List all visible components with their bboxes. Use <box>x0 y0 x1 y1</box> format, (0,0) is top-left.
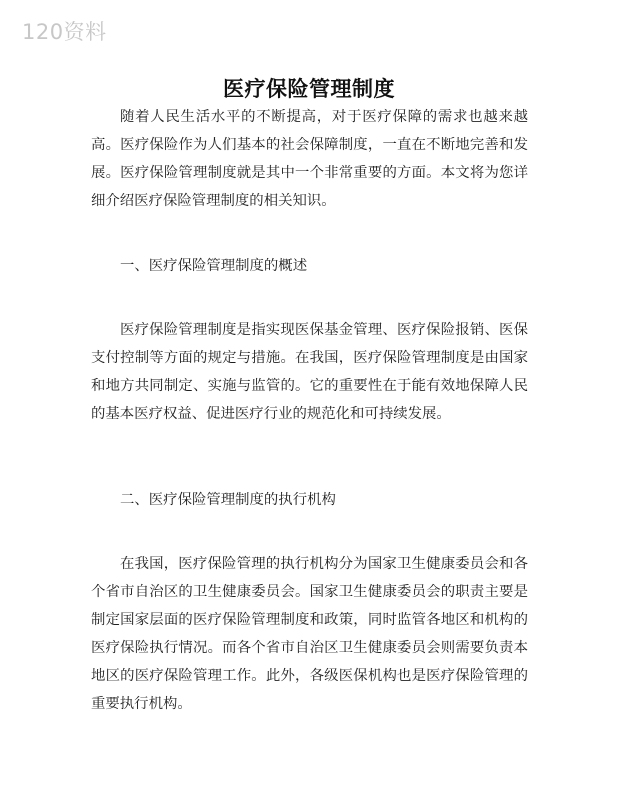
document-title: 医疗保险管理制度 <box>223 76 395 101</box>
section-heading-overview: 一、医疗保险管理制度的概述 <box>120 258 308 274</box>
watermark-logo: 120资料 <box>22 20 107 44</box>
section-body-executive-agencies: 在我国，医疗保险管理的执行机构分为国家卫生健康委员会和各个省市自治区的卫生健康委员会。国家卫生健康委员会的职责主要是制定国家层面的医疗保险管理制度和政策，同时监管各地区和机构的医疗保险执行情况。而各个省市自治区卫生健康委员会则需要负责本地区的医疗保险管理工作。此外，各级医保机构也是医疗保险管理的重要执行机构。 <box>91 556 528 712</box>
intro-paragraph: 随着人民生活水平的不断提高，对于医疗保障的需求也越来越高。医疗保险作为人们基本的社会保障制度，一直在不断地完善和发展。医疗保险管理制度就是其中一个非常重要的方面。本文将为您详细介绍医疗保险管理制度的相关知识。 <box>91 109 528 209</box>
section-body-overview: 医疗保险管理制度是指实现医保基金管理、医疗保险报销、医保支付控制等方面的规定与措施。在我国，医疗保险管理制度是由国家和地方共同制定、实施与监管的。它的重要性在于能有效地保障人民的基本医疗权益、促进医疗行业的规范化和可持续发展。 <box>91 322 528 422</box>
section-heading-executive-agencies: 二、医疗保险管理制度的执行机构 <box>120 492 336 508</box>
